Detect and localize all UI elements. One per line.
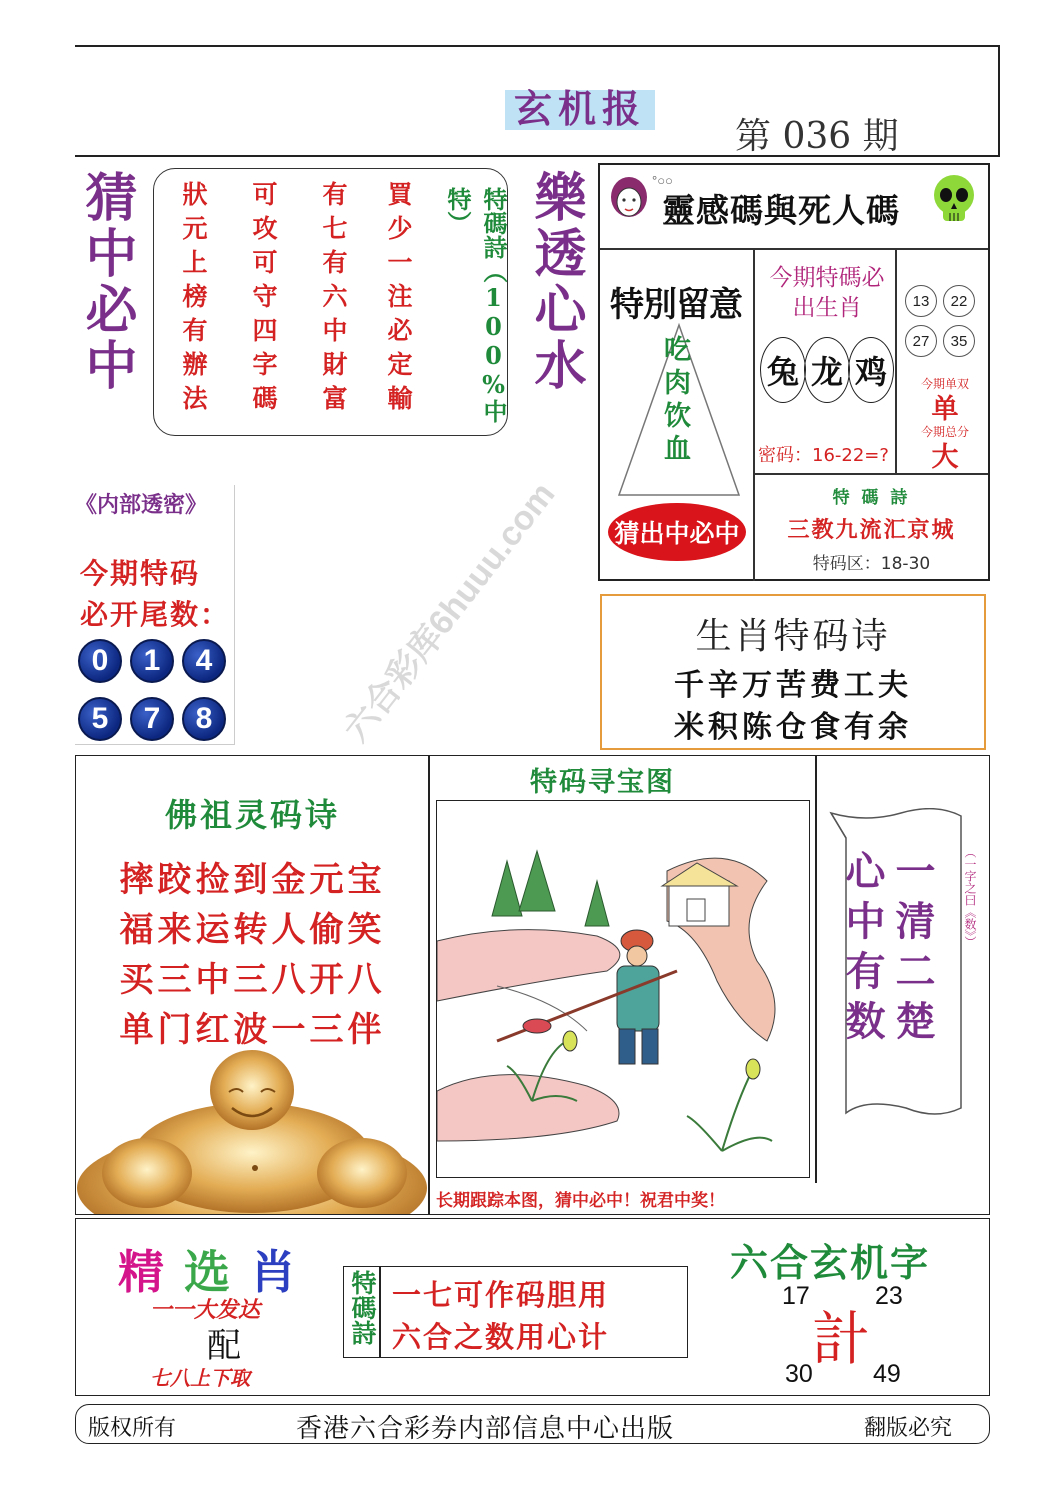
divider: [600, 248, 988, 250]
jingxuan-char: 选: [184, 1245, 250, 1299]
danshuang-value: 单: [931, 394, 959, 425]
triangle-text: 吃肉饮血: [659, 335, 690, 467]
zodiac-1: 兔: [760, 337, 806, 403]
poem-column: 可攻可守四字碼: [249, 181, 278, 419]
zone-range: 特码区：18-30: [812, 554, 931, 574]
tail-digit-ball: 0: [78, 639, 122, 683]
header-right-rule: [998, 45, 1000, 157]
header-top-rule: [75, 45, 1000, 47]
insider-line1: 今期特码: [80, 557, 201, 590]
scroll-side-note: （一字之曰《数》）: [963, 846, 977, 948]
jingxuan-char: 精: [118, 1245, 184, 1299]
footer-bar: [75, 1404, 990, 1444]
tema-poem-box: [343, 1266, 688, 1358]
xuanji-n4: 49: [873, 1360, 901, 1388]
linggan-box: [598, 163, 990, 581]
xuanji-char: 計: [812, 1305, 871, 1373]
tema-poem-line2: 六合之数用心计: [392, 1320, 610, 1354]
stamp-badge: 猜出中必中: [608, 503, 746, 561]
fozu-line: 福来运转人偷笑: [119, 910, 386, 950]
fozu-line: 买三中三八开八: [119, 960, 386, 1000]
jingxuan-line1: 一一大发达: [150, 1297, 261, 1323]
left-banner: 猜中必中: [76, 170, 137, 394]
tail-digit-ball: 8: [182, 697, 226, 741]
xuanji-n2: 23: [875, 1282, 903, 1310]
zongfen-value: 大: [931, 442, 959, 473]
poem-line: 三教九流汇京城: [787, 517, 956, 543]
poem-box: [153, 168, 508, 436]
xuanji-n3: 30: [785, 1360, 813, 1388]
poem-label: 特 碼 詩: [832, 488, 911, 508]
tema-poem-label: 特碼詩: [348, 1270, 377, 1345]
skull-icon: [930, 173, 978, 227]
danshuang-label: 今期单双: [920, 377, 969, 391]
treasure-title: 特码寻宝图: [530, 767, 675, 798]
jingxuan-pei: 配: [207, 1326, 241, 1366]
number-ball: 13: [905, 285, 937, 317]
zongfen-label: 今期总分: [920, 425, 969, 439]
poem-label: 特碼詩（100%中特）: [443, 187, 508, 423]
bubble-icon: °○○: [652, 173, 673, 188]
treasure-caption: 长期跟踪本图，猜中必中！祝君中奖！: [436, 1191, 725, 1211]
shengxiao-line1: 千辛万苦费工夫: [674, 668, 912, 703]
tail-digit-ball: 1: [130, 639, 174, 683]
scroll-col2: 一清二楚: [889, 850, 936, 1050]
shengxiao-line2: 米积陈仓食有余: [674, 710, 912, 745]
number-ball: 27: [905, 325, 937, 357]
buddha-statue-image: [77, 1048, 427, 1214]
right-banner: 樂透心水: [525, 170, 586, 394]
xuanji-n1: 17: [782, 1282, 810, 1310]
watermark: 六合彩库6huuu.com: [337, 475, 563, 749]
footer-right: 翻版必究: [864, 1416, 953, 1441]
scroll-col1: 心中有数: [839, 850, 886, 1050]
secret-code: 密码：16-22=?: [758, 445, 889, 466]
poem-column: 狀元上榜有辦法: [179, 181, 208, 419]
zodiac-3: 鸡: [848, 337, 894, 403]
jingxuan-line2: 七八上下取: [150, 1366, 250, 1390]
footer-center: 香港六合彩券内部信息中心出版: [296, 1414, 675, 1444]
fozu-line: 单门红波一三伴: [119, 1010, 386, 1050]
jingxuan-char: 肖: [250, 1245, 316, 1299]
fozu-title: 佛祖灵码诗: [164, 796, 340, 834]
linggan-title: 靈感碼與死人碼: [662, 191, 900, 230]
tail-digit-ball: 5: [78, 697, 122, 741]
divider: [428, 755, 430, 1215]
divider: [895, 248, 897, 473]
tail-digit-ball: 4: [182, 639, 226, 683]
shengxiao-title: 生肖特码诗: [695, 616, 891, 657]
poem-column: 買少一注必定輸: [384, 181, 413, 419]
fozu-line: 摔跤捡到金元宝: [119, 860, 386, 900]
insider-line2: 必开尾数：: [80, 598, 231, 631]
tema-poem-line1: 一七可作码胆用: [392, 1278, 610, 1312]
number-ball: 35: [943, 325, 975, 357]
tail-digit-ball: 7: [130, 697, 174, 741]
footer-left: 版权所有: [88, 1416, 177, 1441]
xuanji-title: 六合玄机字: [730, 1240, 931, 1285]
zodiac-title: 今期特碼必出生肖: [769, 265, 885, 321]
shengxiao-box: [600, 594, 986, 750]
number-ball: 22: [943, 285, 975, 317]
girl-face-icon: [608, 175, 650, 223]
treasure-map-image: [437, 801, 809, 1177]
divider: [379, 1267, 381, 1357]
divider: [815, 755, 817, 1183]
paper-title: 玄机报: [513, 85, 646, 131]
zodiac-2: 龙: [804, 337, 850, 403]
poem-column: 有七有六中財富: [319, 181, 348, 419]
treasure-map-frame: [436, 800, 810, 1178]
insider-title: 《内部透密》: [75, 492, 208, 518]
special-notice: 特別留意: [610, 285, 742, 325]
issue-number: 第 036 期: [735, 116, 899, 157]
